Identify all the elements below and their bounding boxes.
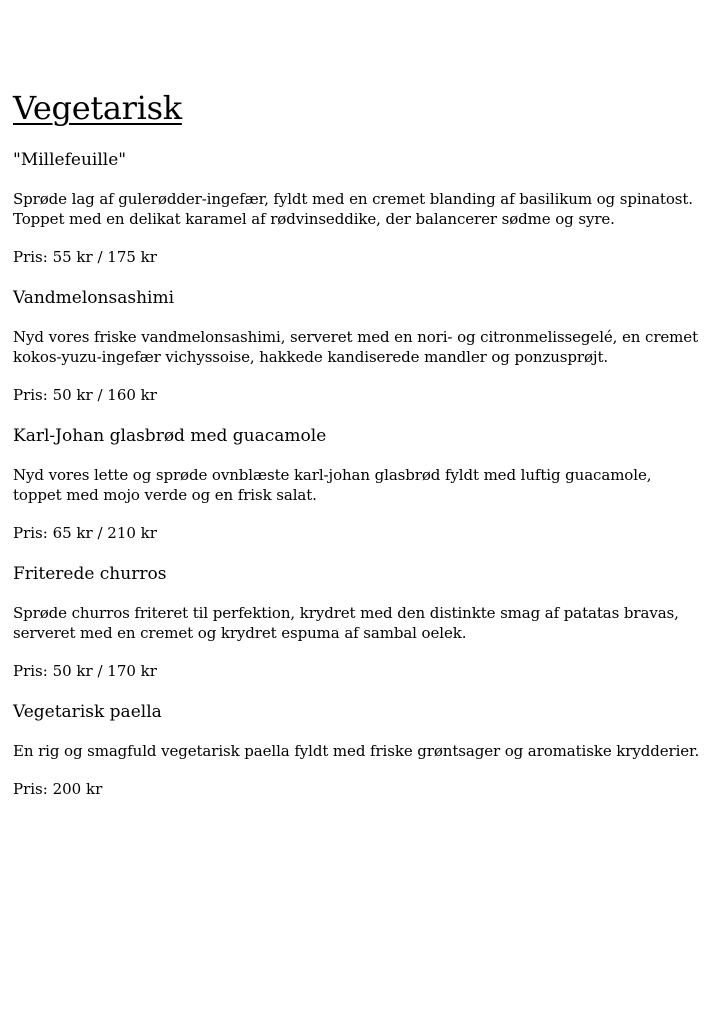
- dish-price: Pris: 50 kr / 160 kr: [13, 386, 157, 404]
- dish-description: Nyd vores lette og sprøde ovnblæste karl-johan glasbrød fyldt med luftig guacamole, toppet med mojo verde og en frisk salat.: [13, 466, 652, 504]
- dish-price: Pris: 50 kr / 170 kr: [13, 662, 157, 680]
- dish-description: En rig og smagfuld vegetarisk paella fyldt med friske grøntsager og aromatiske krydderier.: [13, 742, 700, 760]
- dish-price: Pris: 200 kr: [13, 780, 103, 798]
- dish-name: Vegetarisk paella: [13, 702, 162, 722]
- dish-item: [13, 150, 703, 267]
- dish-name: "Millefeuille": [13, 150, 127, 170]
- dish-description: Nyd vores friske vandmelonsashimi, serveret med en nori- og citronmelissegelé, en cremet kokos-yuzu-ingefær vichyssoise, hakkede kandiserede mandler og ponzusprøjt.: [13, 328, 699, 366]
- dish-item: [13, 426, 703, 543]
- dish-description: Sprøde lag af gulerødder-ingefær, fyldt med en cremet blanding af basilikum og spinatost. Toppet med en delikat karamel af rødvinseddike, der balancerer sødme og syre.: [13, 190, 693, 228]
- dish-name: Karl-Johan glasbrød med guacamole: [13, 426, 327, 446]
- dish-item: [13, 702, 703, 799]
- menu-page: [13, 88, 703, 799]
- dish-description: Sprøde churros friteret til perfektion, krydret med den distinkte smag af patatas bravas, serveret med en cremet og krydret espuma af sambal oelek.: [13, 604, 679, 642]
- dish-price: Pris: 55 kr / 175 kr: [13, 248, 157, 266]
- section-title: Vegetarisk: [13, 89, 182, 127]
- dish-item: [13, 564, 703, 681]
- dish-price: Pris: 65 kr / 210 kr: [13, 524, 157, 542]
- dish-item: [13, 288, 703, 405]
- dish-name: Friterede churros: [13, 564, 167, 584]
- dish-name: Vandmelonsashimi: [13, 288, 175, 308]
